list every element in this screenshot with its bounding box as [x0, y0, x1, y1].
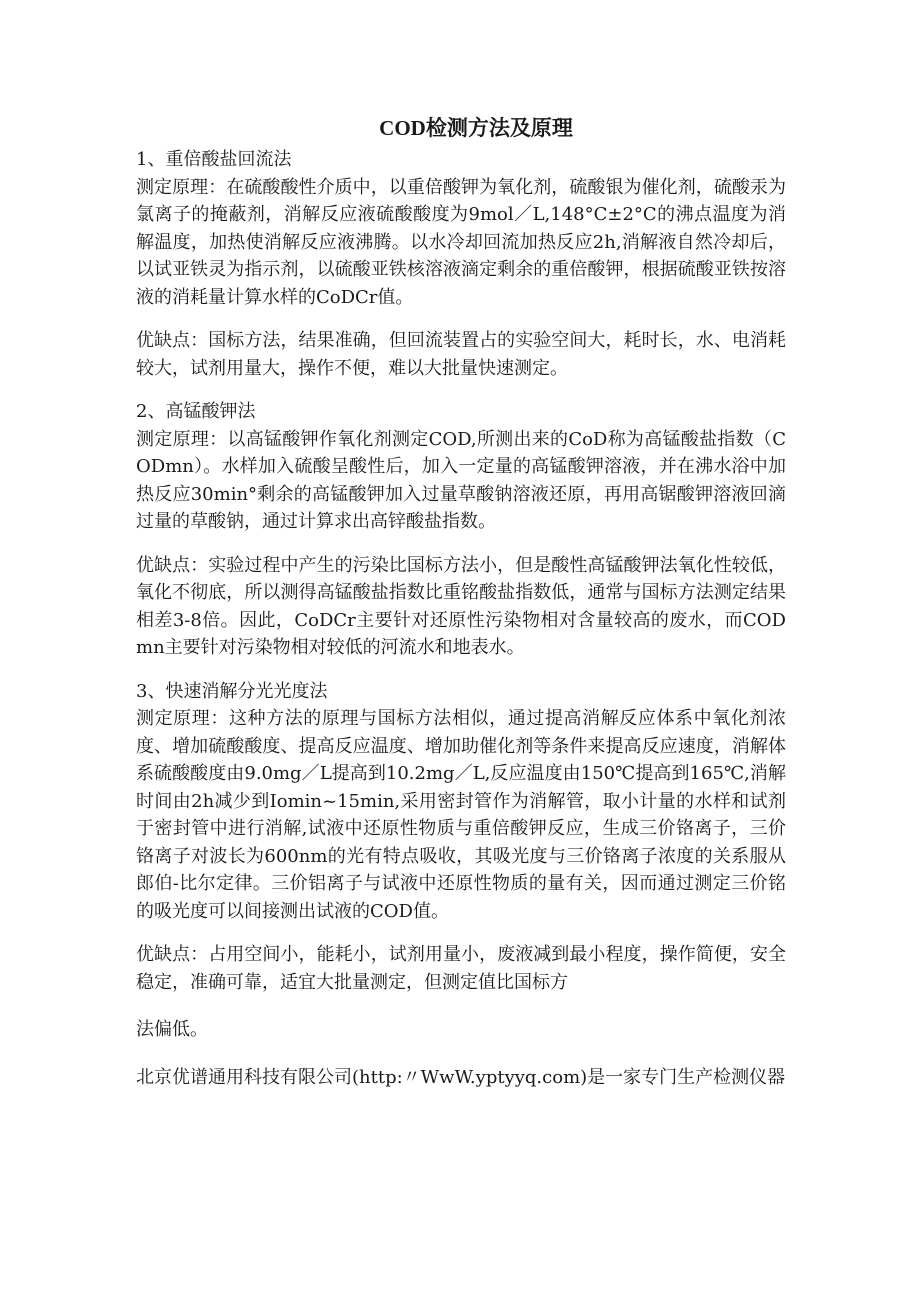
document-body — [136, 112, 786, 1091]
principle-paragraph: 测定原理：在硫酸酸性介质中，以重倍酸钾为氧化剂，硫酸银为催化剂，硫酸汞为氯离子的掩蔽剂，消解反应液硫酸酸度为9mol／L,148°C±2°C的沸点温度为消解温度，加热使消解反应液沸腾。以水冷却回流加热反应2h,消解液自然冷却后，以试亚铁灵为指示剂，以硫酸亚铁核溶液滴定剩余的重倍酸钾，根据硫酸亚铁按溶液的消耗量计算水样的CoDCr值。 — [136, 176, 786, 308]
principle-paragraph: 测定原理：以高锰酸钾作氧化剂测定COD,所测出来的CoD称为高锰酸盐指数（CODmn）。水样加入硫酸呈酸性后，加入一定量的高锰酸钾溶液，并在沸水浴中加热反应30min°剩余的高锰酸钾加入过量草酸钠溶液还原，再用高锯酸钾溶液回滴过量的草酸钠，通过计算求出高锌酸盐指数。 — [136, 428, 786, 532]
section-heading: 2、高锰酸钾法 — [136, 401, 256, 422]
company-footer-text: 北京优谱通用科技有限公司(http:〃WwW.yptyyq.com)是一家专门生产检测仪器 — [136, 1066, 786, 1088]
pros-cons-paragraph: 优缺点：国标方法，结果准确，但回流装置占的实验空间大，耗时长，水、电消耗较大，试剂用量大，操作不便，难以大批量快速测定。 — [136, 330, 786, 379]
pros-cons-paragraph: 优缺点：实验过程中产生的污染比国标方法小，但是酸性高锰酸钾法氧化性较低，氧化不彻底，所以测得高锰酸盐指数比重铭酸盐指数低，通常与国标方法测定结果相差3-8倍。因此，CoDCr主要针对还原性污染物相对含量较高的废水，而CODmn主要针对污染物相对较低的河流水和地表水。 — [136, 554, 786, 658]
section-heading: 3、快速消解分光光度法 — [136, 680, 328, 702]
pros-cons-continuation: 法偏低。 — [136, 1019, 208, 1040]
document-title: COD检测方法及原理 — [379, 116, 573, 140]
principle-paragraph: 测定原理：这种方法的原理与国标方法相似，通过提高消解反应体系中氧化剂浓度、增加硫酸酸度、提高反应温度、增加助催化剂等条件来提高反应速度，消解体系硫酸酸度由9.0mg／L提高到10.2mg／L,反应温度由150℃提高到165℃,消解时间由2h减少到Iomin~15min,采用密封管作为消解管，取小计量的水样和试剂于密封管中进行消解,试液中还原性物质与重倍酸钾反应，生成三价铬离子，三价铬离子对波长为600nm的光有特点吸收，其吸光度与三价铬离子浓度的关系服从郎伯-比尔定律。三价铝离子与试液中还原性物质的量有关，因而通过测定三价铭的吸光度可以间接测出试液的COD值。 — [136, 708, 786, 922]
section-rapid-digestion — [136, 678, 786, 1044]
section-heading: 1、重倍酸盐回流法 — [136, 149, 292, 170]
section-dichromate — [136, 146, 786, 382]
pros-cons-paragraph: 优缺点：占用空间小，能耗小，试剂用量小，废液减到最小程度，操作简便，安全稳定，准确可靠，适宜大批量测定，但测定值比国标方 — [136, 944, 786, 993]
section-permanganate — [136, 398, 786, 662]
